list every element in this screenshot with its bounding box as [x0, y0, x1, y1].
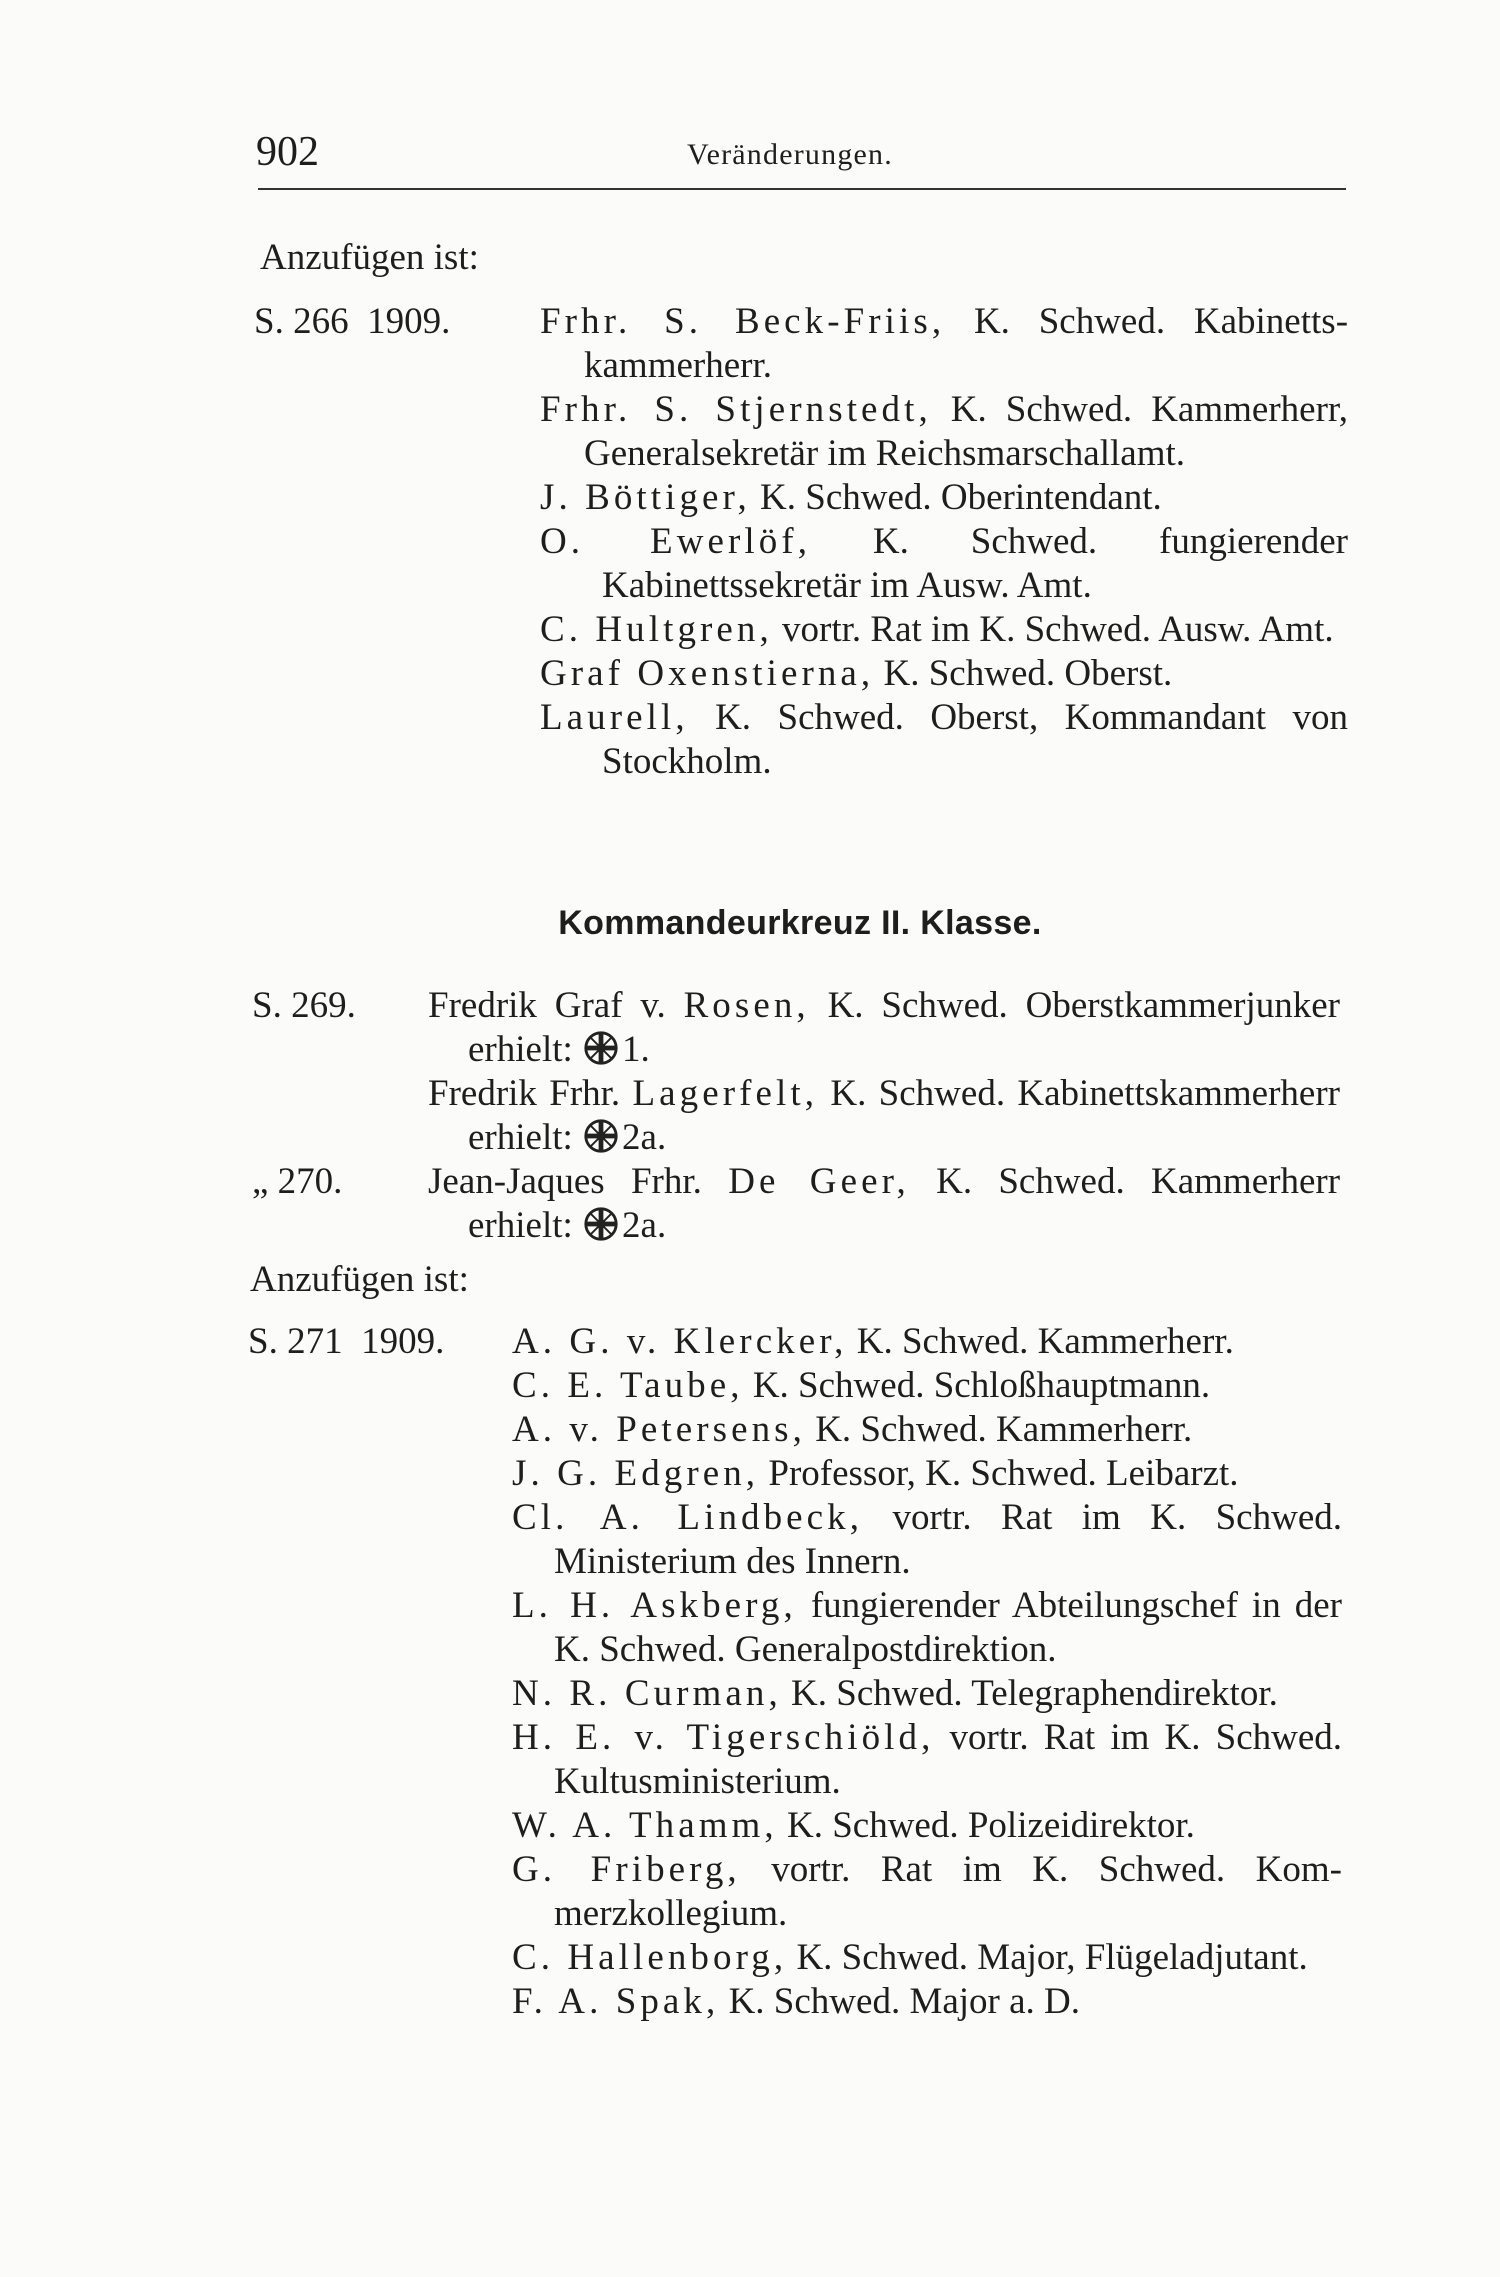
name-prefix: Jean-Jaques Frhr.	[428, 1161, 729, 1202]
entry-text: K. Schwed. Oberstkammerjunker erhielt:	[468, 985, 1340, 1070]
list-item	[428, 984, 1340, 1072]
entry-text: K. Schwed. Kabinettskammerherr.	[584, 301, 1349, 386]
list-item	[540, 388, 1348, 476]
entry-text: fungierender Abteilungschef in der K. Schwed. Generalpostdirektion.	[554, 1585, 1342, 1670]
person-name: Frhr. S. Beck-Friis,	[540, 301, 946, 342]
list-item	[540, 652, 1348, 696]
entry-text: vortr. Rat im K. Schwed. Kultusministerium.	[554, 1717, 1343, 1802]
add-label-1: Anzufügen ist:	[260, 237, 479, 278]
entry-text: vortr. Rat im K. Schwed. Kommerzkollegium.	[554, 1849, 1342, 1934]
list-item	[512, 1408, 1342, 1452]
entry-text: K. Schwed. fungierender Kabinettssekretär im Ausw. Amt.	[602, 521, 1349, 606]
person-name: Lagerfelt,	[632, 1073, 819, 1114]
section-heading: Kommandeurkreuz II. Klasse.	[558, 904, 1042, 942]
entry-list-271	[512, 1320, 1342, 2024]
person-name: Frhr. S. Stjernstedt,	[540, 389, 932, 430]
order-class: 1.	[622, 1029, 650, 1070]
entry-text: Professor, K. Schwed. Leibarzt.	[759, 1453, 1239, 1494]
entry-text: K. Schwed. Kammerherr erhielt:	[468, 1161, 1341, 1246]
list-item	[512, 1672, 1342, 1716]
list-item	[540, 520, 1348, 608]
list-item	[428, 1072, 1340, 1160]
name-prefix: Fredrik Graf v.	[428, 985, 684, 1026]
list-item	[512, 1364, 1342, 1408]
list-item	[540, 476, 1348, 520]
entry-text: K. Schwed. Kammerherr.	[805, 1409, 1193, 1450]
person-name: W. A. Thamm,	[512, 1805, 778, 1846]
page-ref-270: „ 270.	[252, 1161, 343, 1202]
person-name: C. Hultgren,	[540, 609, 773, 650]
entry-text: K. Schwed. Kabinettskammerherr erhielt:	[468, 1073, 1340, 1158]
list-item	[512, 1320, 1342, 1364]
entry-text: K. Schwed. Kammerherr, Generalsekretär im Reichsmarschallamt.	[584, 389, 1348, 474]
order-cross-icon	[582, 1117, 620, 1155]
list-item	[540, 696, 1348, 784]
entry-text: vortr. Rat im K. Schwed. Ministerium des Innern.	[554, 1497, 1343, 1582]
list-item	[512, 1496, 1342, 1584]
name-prefix: Fredrik Frhr.	[428, 1073, 633, 1114]
list-item	[512, 1716, 1342, 1804]
person-name: L. H. Askberg,	[512, 1585, 797, 1626]
entry-list-269	[428, 984, 1340, 1248]
order-class: 2a.	[622, 1117, 667, 1158]
page-ref-266: S. 266 1909.	[254, 301, 451, 342]
person-name: Rosen,	[683, 985, 810, 1026]
add-label-2: Anzufügen ist:	[250, 1259, 469, 1300]
entry-text: K. Schwed. Major a. D.	[719, 1981, 1081, 2022]
person-name: G. Friberg,	[512, 1849, 741, 1890]
person-name: N. R. Curman,	[512, 1673, 782, 1714]
list-item	[540, 300, 1348, 388]
header-rule	[258, 188, 1346, 190]
list-item	[540, 608, 1348, 652]
person-name: Laurell,	[540, 697, 689, 738]
list-item	[512, 1936, 1342, 1980]
person-name: De Geer,	[728, 1161, 910, 1202]
list-item	[512, 1848, 1342, 1936]
person-name: A. v. Petersens,	[512, 1409, 806, 1450]
list-item	[512, 1452, 1342, 1496]
person-name: A. G. v. Klercker,	[512, 1321, 848, 1362]
entry-text: K. Schwed. Polizeidirektor.	[777, 1805, 1195, 1846]
entry-list-266	[540, 300, 1348, 784]
order-class: 2a.	[622, 1205, 667, 1246]
person-name: F. A. Spak,	[512, 1981, 720, 2022]
page-ref-271: S. 271 1909.	[248, 1321, 445, 1362]
entry-text: K. Schwed. Oberst.	[874, 653, 1173, 694]
order-cross-icon	[582, 1205, 620, 1243]
running-title: Veränderungen.	[687, 138, 893, 171]
entry-text: vortr. Rat im K. Schwed. Ausw. Amt.	[772, 609, 1334, 650]
entry-text: K. Schwed. Oberst, Kommandant von Stockholm.	[602, 697, 1348, 782]
order-cross-icon	[582, 1029, 620, 1067]
person-name: C. E. Taube,	[512, 1365, 744, 1406]
page-number: 902	[256, 129, 319, 175]
list-item	[512, 1980, 1342, 2024]
entry-text: K. Schwed. Schloßhauptmann.	[743, 1365, 1211, 1406]
person-name: J. Böttiger,	[540, 477, 751, 518]
list-item	[512, 1584, 1342, 1672]
person-name: O. Ewerlöf,	[540, 521, 812, 562]
person-name: J. G. Edgren,	[512, 1453, 760, 1494]
person-name: H. E. v. Tigerschiöld,	[512, 1717, 935, 1758]
page-ref-269: S. 269.	[252, 985, 356, 1026]
entry-text: K. Schwed. Oberintendant.	[750, 477, 1162, 518]
list-item	[512, 1804, 1342, 1848]
person-name: Graf Oxenstierna,	[540, 653, 875, 694]
entry-text: K. Schwed. Major, Flügeladjutant.	[787, 1937, 1308, 1978]
person-name: Cl. A. Lindbeck,	[512, 1497, 864, 1538]
entry-text: K. Schwed. Kammerherr.	[847, 1321, 1234, 1362]
person-name: C. Hallenborg,	[512, 1937, 788, 1978]
entry-text: K. Schwed. Telegraphendirektor.	[781, 1673, 1278, 1714]
list-item	[428, 1160, 1340, 1248]
